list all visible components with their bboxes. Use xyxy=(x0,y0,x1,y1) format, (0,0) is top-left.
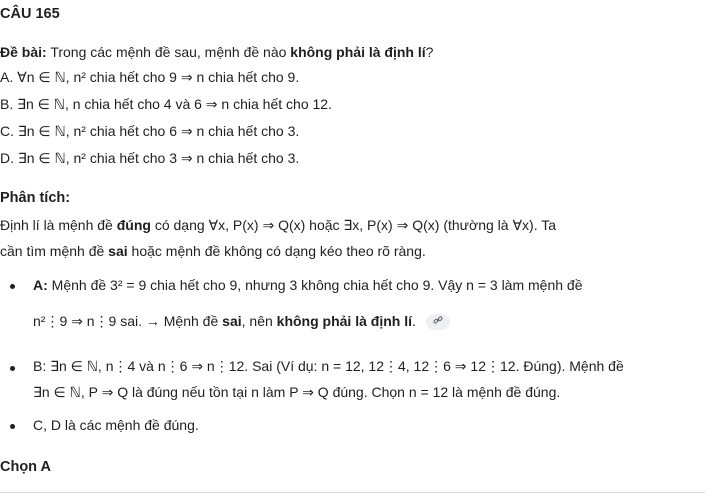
analysis-text: hoặc mệnh đề không có dạng kéo theo rõ ràng. xyxy=(131,243,426,259)
option-b xyxy=(0,96,332,113)
link-icon-glyph xyxy=(433,315,443,325)
option-d xyxy=(0,150,299,167)
option-a-text: ∀n ∈ ℕ, n² chia hết cho 9 ⇒ n chia hết cho 9. xyxy=(17,69,300,85)
option-b-text: ∃n ∈ ℕ, n chia hết cho 4 và 6 ⇒ n chia hết cho 12. xyxy=(17,96,332,112)
question-title: CÂU 165 xyxy=(0,6,60,22)
bullet-dot xyxy=(10,284,15,289)
bullet-dot xyxy=(10,366,15,371)
bullet-a-emphasis: sai xyxy=(222,313,242,329)
option-c-prefix: C. xyxy=(0,123,14,139)
answer-text: Chọn A xyxy=(0,459,52,475)
option-b-prefix: B. xyxy=(0,96,14,112)
analysis-text: có dạng ∀x, P(x) ⇒ Q(x) hoặc ∃x, P(x) ⇒ Q(x) (thường là ∀x). Ta xyxy=(154,217,557,233)
analysis-emphasis: đúng xyxy=(116,217,151,233)
option-d-text: ∃n ∈ ℕ, n² chia hết cho 3 ⇒ n chia hết cho 3. xyxy=(17,150,300,166)
option-a xyxy=(0,69,299,86)
prompt-emphasis: không phải là định lí xyxy=(290,44,426,60)
option-c xyxy=(0,123,299,140)
analysis-line-2 xyxy=(0,243,426,259)
bullet-a-text: Mệnh đề 3² = 9 chia hết cho 9, nhưng 3 không chia hết cho 9. Vậy n = 3 làm mệnh đề xyxy=(51,277,583,293)
bullet-dot xyxy=(10,424,15,429)
bullet-c-line: C, D là các mệnh đề đúng. xyxy=(33,417,199,433)
bullet-b-line-2: ∃n ∈ ℕ, P ⇒ Q là đúng nếu tồn tại n làm P ⇒ Q đúng. Chọn n = 12 là mệnh đề đúng. xyxy=(33,384,561,400)
bullet-a-text: . xyxy=(412,313,416,329)
prompt-label: Đề bài: xyxy=(0,44,47,60)
bullet-a-text: n²⋮9 ⇒ n⋮9 sai. → Mệnh đề xyxy=(33,313,219,329)
prompt-end: ? xyxy=(425,44,434,60)
bullet-a-label: A: xyxy=(33,277,48,293)
bullet-a-text: , nên xyxy=(241,313,273,329)
bullet-a-line-1 xyxy=(33,277,583,293)
option-c-text: ∃n ∈ ℕ, n² chia hết cho 6 ⇒ n chia hết cho 3. xyxy=(17,123,300,139)
divider xyxy=(0,492,705,493)
analysis-heading: Phân tích: xyxy=(0,190,71,206)
link-icon[interactable] xyxy=(426,314,450,330)
prompt-text: Trong các mệnh đề sau, mệnh đề nào xyxy=(50,44,287,60)
analysis-text: Định lí là mệnh đề xyxy=(0,217,113,233)
option-d-prefix: D. xyxy=(0,150,14,166)
analysis-emphasis: sai xyxy=(108,243,128,259)
bullet-a-line-2 xyxy=(33,313,450,330)
bullet-b-line-1: B: ∃n ∈ ℕ, n⋮4 và n⋮6 ⇒ n⋮12. Sai (Ví dụ: n = 12, 12⋮4, 12⋮6 ⇒ 12⋮12. Đúng). Mệnh đề xyxy=(33,358,624,374)
analysis-line-1 xyxy=(0,217,556,234)
option-a-prefix: A. xyxy=(0,69,14,85)
bullet-a-emphasis: không phải là định lí xyxy=(276,313,412,329)
analysis-text: cần tìm mệnh đề xyxy=(0,243,105,259)
prompt-line xyxy=(0,44,433,60)
